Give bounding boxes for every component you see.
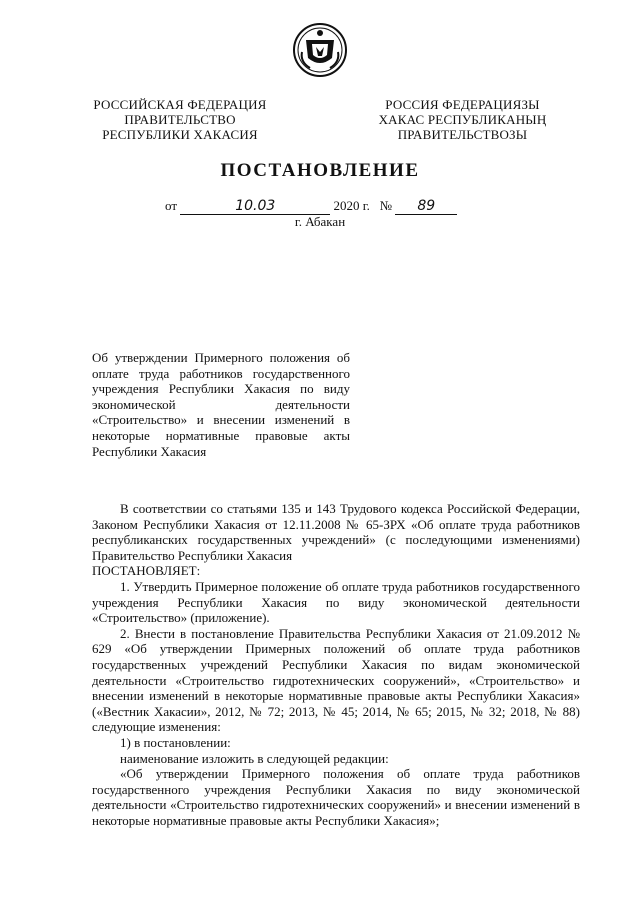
city-label: г. Абакан xyxy=(294,214,346,229)
date-field: 10.03 xyxy=(180,200,330,215)
document-body xyxy=(92,501,580,828)
year-label: 2020 г. xyxy=(333,198,370,213)
body-paragraph: 2. Внести в постановление Правительства Республики Хакасия от 21.09.2012 № 629 «Об утверждении Примерных положений об оплате труда работников государственных учреждений Республики Хакасия по видам экономической деятельности «Строительство гидротехнических сооружений», «Строительство» и внесении изменений в некоторые нормативные правовые акты Республики Хакасия» («Вестник Хакасии», 2012, № 72; 2013, № 45; 2014, № 65; 2015, № 32; 2018, № 88) следующие изменения: xyxy=(92,625,580,735)
document-subject: Об утверждении Примерного положения об оплате труда работников государственного учреждения Республики Хакасия по виду экономической деятельности «Строительство» и внесении изменений в некоторые нормативные правовые акты Республики Хакасия xyxy=(92,350,350,459)
header-left-line-3: РЕСПУБЛИКИ ХАКАСИЯ xyxy=(102,127,258,142)
header-right-line-2: ХАКАС РЕСПУБЛИКАНЫҢ xyxy=(378,112,547,127)
header-left-line-1: РОССИЙСКАЯ ФЕДЕРАЦИЯ xyxy=(93,97,267,112)
body-paragraph: 1. Утвердить Примерное положение об оплате труда работников государственного учреждения Республики Хакасия по виду экономической деятельности «Строительство» (приложение). xyxy=(92,578,580,626)
body-paragraph: наименование изложить в следующей редакции: xyxy=(120,750,389,766)
header-right-line-1: РОССИЯ ФЕДЕРАЦИЯЗЫ xyxy=(385,97,540,112)
document-title: ПОСТАНОВЛЕНИЕ xyxy=(220,160,420,181)
date-number-line xyxy=(165,198,457,215)
header-left xyxy=(80,97,280,142)
body-paragraph: В соответствии со статьями 135 и 143 Трудового кодекса Российской Федерации, Законом Республики Хакасия от 12.11.2008 № 65-ЗРХ «Об оплате труда работников республиканских государственных учреждений» (с последующими изменениями) Правительство Республики Хакасия xyxy=(92,501,580,563)
header-left-line-2: ПРАВИТЕЛЬСТВО xyxy=(124,112,236,127)
body-paragraph: «Об утверждении Примерного положения об оплате труда работников государственного учреждения Республики Хакасия по виду экономической деятельности «Строительство гидротехнических сооружений» и внесении изменений в некоторые нормативные правовые акты Республики Хакасия»; xyxy=(92,766,580,828)
header-right-line-3: ПРАВИТЕЛЬСТВОЗЫ xyxy=(397,127,528,142)
date-prefix: от xyxy=(165,198,178,213)
number-sign: № xyxy=(379,198,393,213)
body-paragraph: ПОСТАНОВЛЯЕТ: xyxy=(92,563,201,579)
body-paragraph: 1) в постановлении: xyxy=(120,734,231,750)
header-right xyxy=(365,97,560,142)
coat-of-arms-emblem xyxy=(292,22,348,78)
number-field: 89 xyxy=(395,200,457,215)
